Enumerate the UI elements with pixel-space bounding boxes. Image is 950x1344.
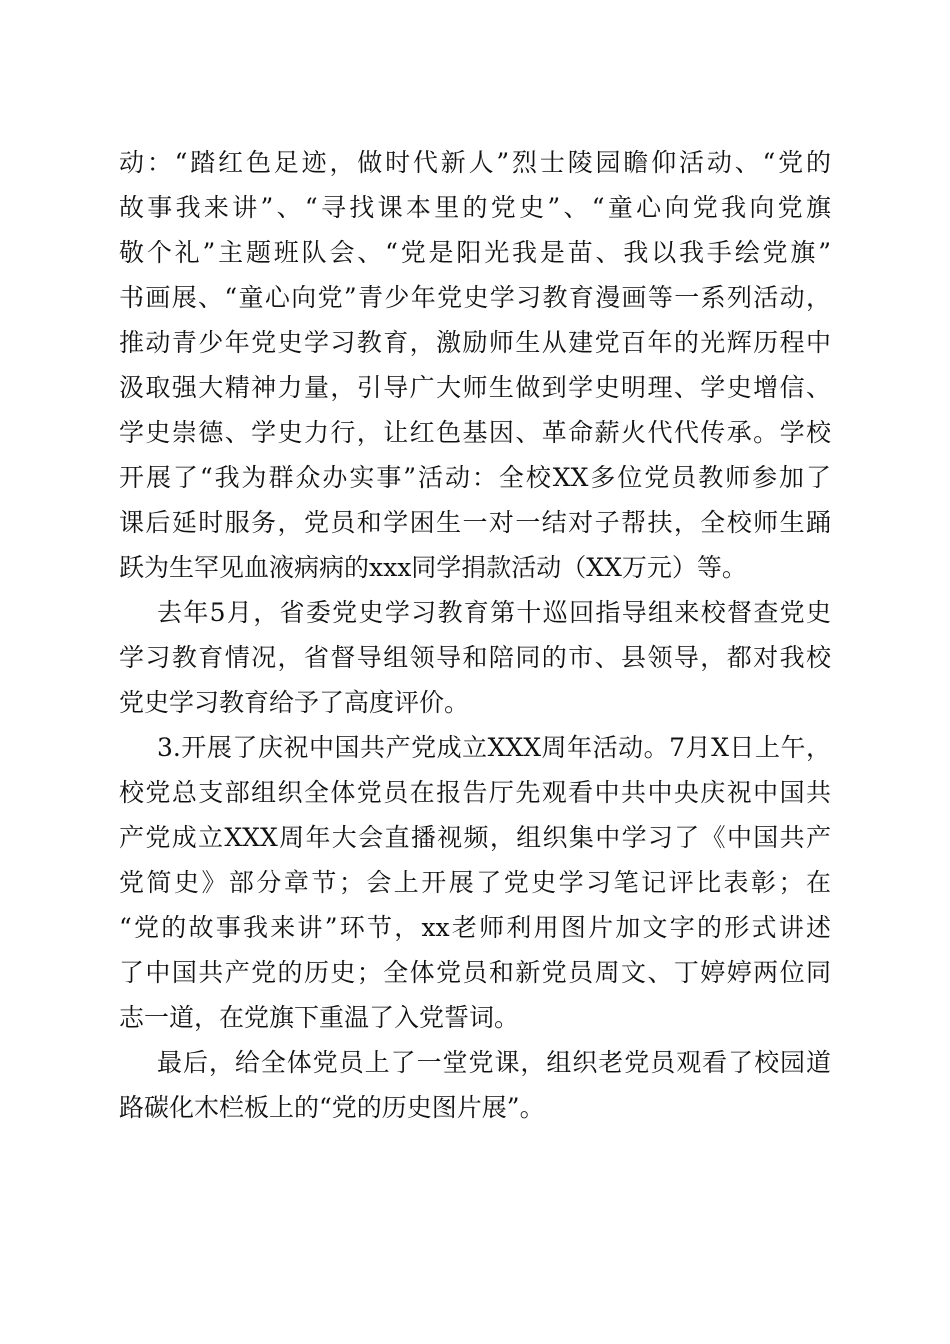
text-line: 志一道，在党旗下重温了入党誓词。 — [119, 1003, 520, 1032]
text-line: 学习教育情况，省督导组领导和陪同的市、县领导，都对我校 — [119, 643, 831, 672]
text-line: 学史崇德、学史力行，让红色基因、革命薪火代代传承。学校 — [119, 418, 831, 447]
text-line: 敬个礼”主题班队会、“党是阳光我是苗、我以我手绘党旗” — [119, 238, 831, 267]
text-line: 了中国共产党的历史；全体党员和新党员周文、丁婷婷两位同 — [119, 958, 831, 987]
text-line: 推动青少年党史学习教育，激励师生从建党百年的光辉历程中 — [119, 328, 831, 357]
text-line: 校党总支部组织全体党员在报告厅先观看中共中央庆祝中国共 — [119, 778, 831, 807]
text-line: 动：“踏红色足迹，做时代新人”烈士陵园瞻仰活动、“党的 — [119, 148, 831, 177]
text-line: 路碳化木栏板上的“党的历史图片展”。 — [119, 1093, 545, 1122]
text-line: 书画展、“童心向党”青少年党史学习教育漫画等一系列活动， — [119, 283, 831, 312]
paragraph-2 — [119, 590, 831, 725]
text-line: 3.开展了庆祝中国共产党成立XXX周年活动。7月X日上午， — [157, 733, 831, 762]
text-line: 党史学习教育给予了高度评价。 — [119, 688, 470, 717]
text-line: 产党成立XXX周年大会直播视频，组织集中学习了《中国共产 — [119, 823, 831, 852]
text-line: 跃为生罕见血液病病的xxx同学捐款活动（XX万元）等。 — [119, 553, 747, 582]
text-line: 课后延时服务，党员和学困生一对一结对子帮扶，全校师生踊 — [119, 508, 831, 537]
text-line: 最后，给全体党员上了一堂党课，组织老党员观看了校园道 — [157, 1048, 831, 1077]
paragraph-4 — [119, 1040, 831, 1130]
body-text — [119, 140, 831, 1130]
text-line: “党的故事我来讲”环节，xx老师利用图片加文字的形式讲述 — [119, 913, 831, 942]
text-line: 党简史》部分章节；会上开展了党史学习笔记评比表彰；在 — [119, 868, 831, 897]
text-line: 汲取强大精神力量，引导广大师生做到学史明理、学史增信、 — [119, 373, 831, 402]
text-line: 开展了“我为群众办实事”活动：全校XX多位党员教师参加了 — [119, 463, 831, 492]
text-line: 故事我来讲”、“寻找课本里的党史”、“童心向党我向党旗 — [119, 193, 831, 222]
paragraph-3 — [119, 725, 831, 1040]
paragraph-1 — [119, 140, 831, 590]
text-line: 去年5月，省委党史学习教育第十巡回指导组来校督查党史 — [157, 598, 831, 627]
